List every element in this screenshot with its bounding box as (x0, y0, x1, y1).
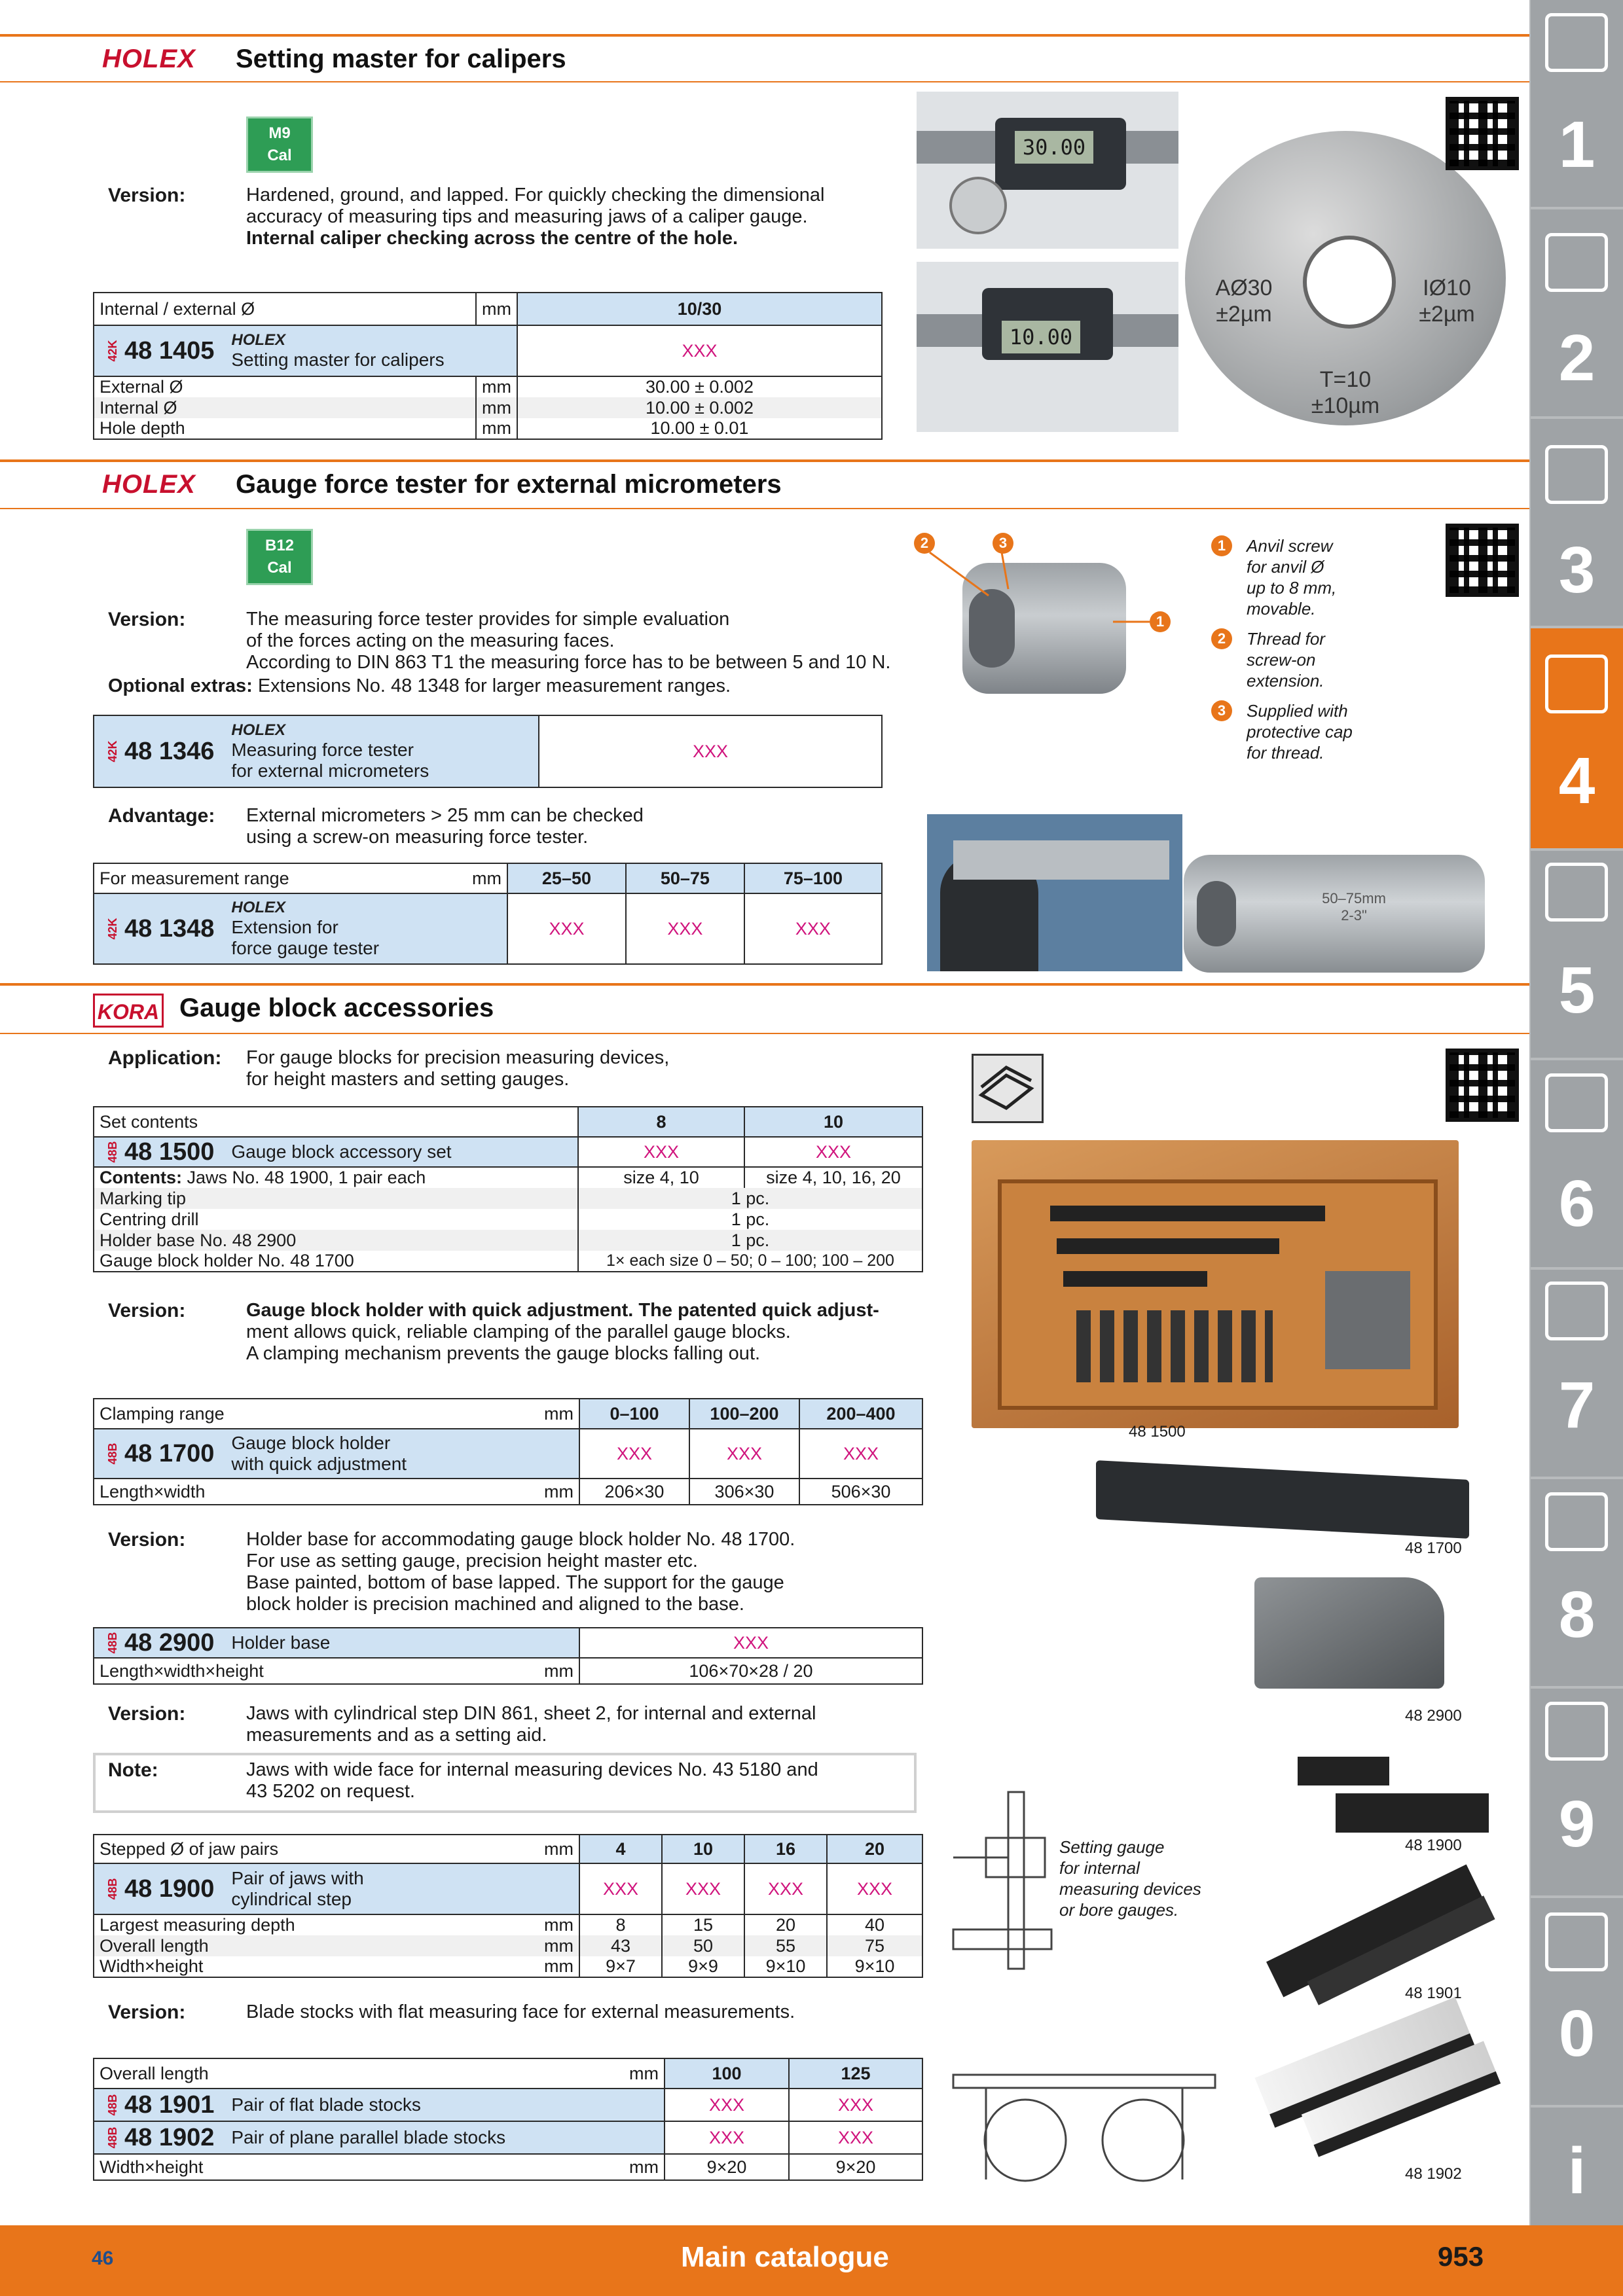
price-cell: XXX (789, 2089, 922, 2121)
sidebar-tab-9[interactable]: 9 (1531, 1689, 1623, 1895)
section-title: Gauge block accessories (179, 994, 494, 1022)
product-table (93, 715, 883, 788)
gauge-block-holder-image (1096, 1460, 1469, 1539)
drill-icon (1545, 13, 1608, 72)
insert-icon (1545, 233, 1608, 292)
caliper-image: 30.00 (917, 92, 1178, 249)
jaw-image (1298, 1757, 1389, 1785)
product-table: Overall length mm 100 125 48B 48 1901 Pair of flat blade stocks XXX XXX 48B 48 1902 Pair of plane parallel blade stocks XXX XXX Width×height mm 9×20 9×20 (93, 2058, 923, 2181)
article-number[interactable]: 48B 48 2900 (106, 1628, 215, 1657)
image-caption: 48 1500 (1129, 1423, 1186, 1441)
workbench-icon (1545, 1492, 1608, 1551)
callout-note: 2 Thread for screw-on extension. (1213, 628, 1325, 691)
blade-stock-drawing (947, 2068, 1222, 2186)
callout-note: 3 Supplied with protective cap for thread. (1213, 700, 1353, 763)
advantage-label: Advantage: (108, 805, 215, 827)
qr-code[interactable] (1446, 524, 1519, 597)
product-table: Clamping range mm 0–100 100–200 200–400 48B 48 1700 Gauge block holder with quick adjustment XXX XXX XXX Length×width mm 206×30 306×30 506×30 (93, 1398, 923, 1505)
article-cell: 42K 48 1405 HOLEX Setting master for calipers (94, 325, 517, 376)
article-cell: 48B 48 1900 Pair of jaws with cylindrical step (94, 1863, 579, 1914)
saw-icon (1545, 863, 1608, 922)
holex-logo: HOLEX (102, 45, 196, 73)
price-cell: XXX (539, 715, 882, 787)
accessory-set-image (972, 1140, 1459, 1428)
note-text: Jaws with wide face for internal measuring devices No. 43 5180 and 43 5202 on request. (246, 1759, 818, 1802)
article-cell: 48B 48 2900 Holder base (94, 1628, 579, 1658)
article-cell: 48B 48 1500 Gauge block accessory set (94, 1137, 578, 1167)
cal-badge: B12 Cal (246, 529, 313, 585)
sidebar-tab-info[interactable]: i (1531, 2108, 1623, 2225)
image-caption: 48 1900 (1405, 1837, 1462, 1854)
setting-ring-image: AØ30 ±2µm IØ10 ±2µm T=10 ±10µm (1185, 131, 1506, 425)
sidebar-tab-6[interactable]: 6 (1531, 1060, 1623, 1267)
price-cell: XXX (578, 1137, 744, 1167)
sidebar-tab-5[interactable]: 5 (1531, 851, 1623, 1058)
col-header: Internal / external Ø (94, 293, 476, 325)
callout-marker: 2 (914, 533, 935, 554)
price-cell: XXX (744, 893, 882, 964)
sidebar-tab-0[interactable]: 0 (1531, 1898, 1623, 2105)
version-label: Version: (108, 1703, 186, 1725)
price-cell: XXX (626, 893, 744, 964)
price-cell: XXX (665, 2121, 789, 2154)
price-cell: XXX (662, 1863, 744, 1914)
image-caption: 48 2900 (1405, 1707, 1462, 1725)
version-label: Version: (108, 1300, 186, 1321)
product-table: For measurement range mm 25–50 50–75 75–100 42K 48 1348 HOLEX Extension for force gauge tester XXX XXX XXX (93, 863, 883, 965)
version-text: The measuring force tester provides for simple evaluation of the forces acting on the measuring faces. According to DIN 863 T1 the measuring force has to be between 5 and 10 N. (246, 609, 891, 673)
pliers-icon (1545, 1282, 1608, 1340)
section-divider (0, 81, 1529, 82)
image-caption: 48 1902 (1405, 2165, 1462, 2183)
price-cell: XXX (789, 2121, 922, 2154)
price-cell: XXX (517, 325, 882, 376)
version-text: Gauge block holder with quick adjustment. The patented quick adjust- ment allows quick, reliable clamping of the parallel gauge blocks. A clamping mechanism prevents the gauge blocks falling out. (246, 1300, 879, 1364)
price-cell: XXX (827, 1863, 922, 1914)
jaw-image (1336, 1793, 1489, 1833)
price-cell: XXX (689, 1429, 799, 1479)
micrometer-image (927, 814, 1182, 971)
price-cell: XXX (579, 1628, 922, 1658)
sidebar-tab-7[interactable]: 7 (1531, 1270, 1623, 1477)
article-number[interactable]: 42K 48 1405 (106, 336, 215, 365)
article-number[interactable]: 48B 48 1902 (106, 2123, 215, 2151)
article-cell: 48B 48 1901 Pair of flat blade stocks (94, 2089, 665, 2121)
sidebar-tab-8[interactable]: 8 (1531, 1479, 1623, 1686)
section-title: Setting master for calipers (236, 45, 566, 73)
callout-note: 1 Anvil screw for anvil Ø up to 8 mm, movable. (1213, 535, 1336, 619)
sidebar-tab-2[interactable]: 2 (1531, 209, 1623, 416)
qr-code[interactable] (1446, 1049, 1519, 1122)
price-cell: XXX (507, 893, 626, 964)
setting-gauge-caption: Setting gauge for internal measuring devices or bore gauges. (1059, 1837, 1201, 1920)
page-number-left: 46 (92, 2248, 114, 2269)
holex-logo: HOLEX (102, 470, 196, 499)
callout-marker: 1 (1150, 611, 1171, 632)
caliper-icon (1545, 655, 1608, 713)
article-number[interactable]: 42K 48 1346 (106, 737, 215, 765)
callout-marker: 3 (993, 533, 1013, 554)
article-number[interactable]: 48B 48 1500 (106, 1138, 215, 1166)
tap-icon (1545, 445, 1608, 504)
version-label: Version: (108, 185, 186, 206)
optional-extras: Optional extras: Extensions No. 48 1348 for larger measurement ranges. (108, 675, 731, 696)
price-cell: XXX (799, 1429, 922, 1479)
version-text: Holder base for accommodating gauge block holder No. 48 1700. For use as setting gauge, precision height master etc. Base painted, bottom of base lapped. The support for the gauge block holder is precision machined and aligned to the base. (246, 1529, 795, 1615)
qr-code[interactable] (1446, 97, 1519, 170)
setting-gauge-drawing (947, 1785, 1058, 1975)
gauge-block-icon (972, 1054, 1044, 1123)
article-number[interactable]: 48B 48 1700 (106, 1439, 215, 1467)
product-table: Stepped Ø of jaw pairs mm 4 10 16 20 48B 48 1900 Pair of jaws with cylindrical step XXX XXX XXX XXX Largest measuring depth mm 8 15 20 40 Overall length mm 43 50 55 75 Width×height mm 9×7 9×9 9×10 9×10 (93, 1834, 923, 1978)
section-title: Gauge force tester for external micrometers (236, 470, 782, 499)
image-caption: 48 1901 (1405, 1984, 1462, 2002)
article-number[interactable]: 42K 48 1348 (106, 914, 215, 942)
holder-base-image (1254, 1577, 1444, 1689)
article-cell: 48B 48 1700 Gauge block holder with quick adjustment (94, 1429, 579, 1479)
article-number[interactable]: 48B 48 1900 (106, 1874, 215, 1903)
version-text: Blade stocks with flat measuring face for external measurements. (246, 2001, 795, 2022)
price-cell: XXX (579, 1429, 689, 1479)
article-cell: 48B 48 1902 Pair of plane parallel blade stocks (94, 2121, 665, 2154)
version-label: Version: (108, 1529, 186, 1551)
safety-icon (1545, 1912, 1608, 1971)
section-divider (0, 459, 1529, 462)
price-cell: XXX (744, 1137, 922, 1167)
version-text: Jaws with cylindrical step DIN 861, sheet 2, for internal and external measurements and as a setting aid. (246, 1703, 816, 1746)
product-table: Set contents 8 10 48B 48 1500 Gauge block accessory set XXX XXX Contents: Jaws No. 48 1900, 1 pair each size 4, 10 size 4, 10, 16, 20 Marking tip 1 pc. Centring drill 1 pc. Holder base No. 48 2900 1 pc. Gauge block holder No. 48 1700 1× each size 0 – 50; 0 – 100; 100 – 200 (93, 1106, 923, 1272)
image-caption: 48 1700 (1405, 1539, 1462, 1557)
footer-title: Main catalogue (681, 2241, 889, 2273)
price-cell: XXX (665, 2089, 789, 2121)
version-text: Hardened, ground, and lapped. For quickly checking the dimensional accuracy of measuring tips and measuring jaws of a caliper gauge. Internal caliper checking across the centre of the hole. (246, 185, 825, 249)
section-divider (0, 34, 1529, 37)
product-table: Internal / external Ø mm 10/30 42K 48 1405 HOLEX Setting master for calipers XXX External Ø mm 30.00 ± 0.002 Internal Ø mm 10.00 ± 0.002 Hole depth mm 10.00 ± 0.01 (93, 292, 883, 440)
extension-image: 50–75mm 2-3" (1184, 855, 1485, 973)
wrench-icon (1545, 1073, 1608, 1132)
section-divider (0, 983, 1529, 986)
cal-badge: M9 Cal (246, 117, 313, 173)
section-divider (0, 508, 1529, 509)
page-number-right: 953 (1438, 2241, 1484, 2272)
price-cell: XXX (744, 1863, 827, 1914)
kora-logo: KORA (93, 994, 164, 1028)
section-divider (0, 1033, 1529, 1034)
callout-lines (917, 543, 1165, 628)
sidebar-tab-3[interactable]: 3 (1531, 419, 1623, 626)
article-number[interactable]: 48B 48 1901 (106, 2090, 215, 2119)
caliper-image: 10.00 (917, 262, 1178, 432)
cabinet-icon (1545, 1702, 1608, 1761)
advantage-text: External micrometers > 25 mm can be checked using a screw-on measuring force tester. (246, 805, 644, 848)
application-label: Application: (108, 1047, 222, 1069)
version-label: Version: (108, 609, 186, 630)
note-label: Note: (108, 1759, 158, 1781)
product-table: 48B 48 2900 Holder base XXX Length×width×height mm 106×70×28 / 20 (93, 1627, 923, 1685)
price-cell: XXX (579, 1863, 662, 1914)
article-cell: 42K 48 1346 HOLEX Measuring force tester for external micrometers (94, 715, 539, 787)
version-label: Version: (108, 2001, 186, 2023)
sidebar-tab-1[interactable]: 1 (1531, 0, 1623, 207)
application-text: For gauge blocks for precision measuring devices, for height masters and setting gauges. (246, 1047, 670, 1090)
article-cell: 42K 48 1348 HOLEX Extension for force gauge tester (94, 893, 507, 964)
sidebar-tab-4[interactable]: 4 (1531, 628, 1623, 848)
